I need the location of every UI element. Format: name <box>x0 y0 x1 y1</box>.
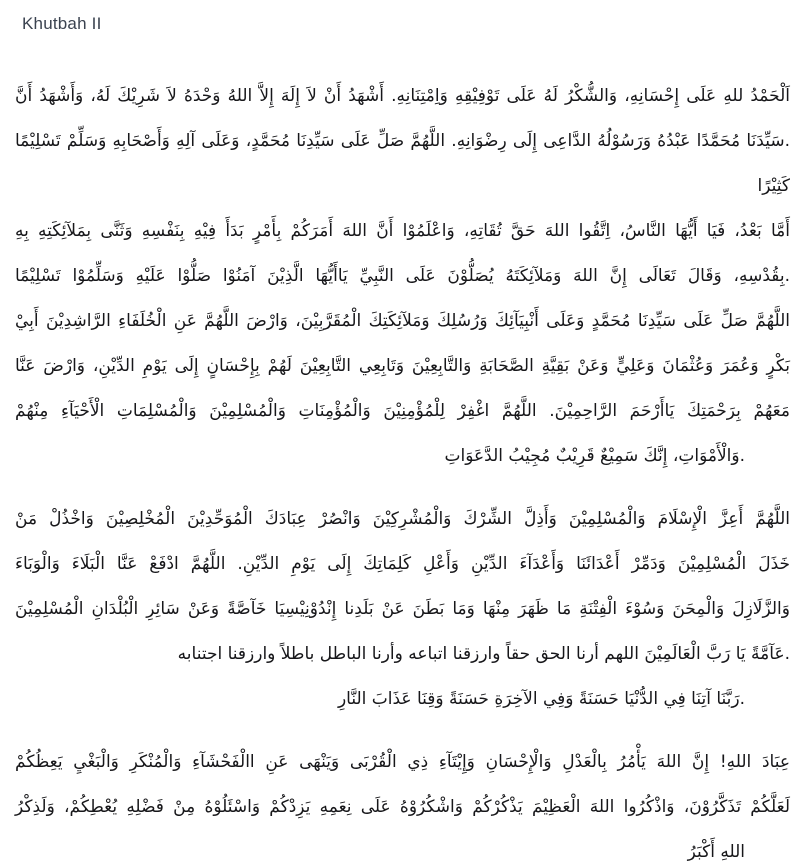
arabic-line: اللهِ أَكْبَرُ <box>687 842 745 862</box>
arabic-line: اَلْحَمْدُ للهِ عَلَى إِحْسَانِهِ، وَالشُّكْرُ لَهُ عَلَى تَوْفِيْقِهِ وَاِمْتِنَانِهِ. أَشْهَدُ أَنْ لاَ إِلَهَ إِلاَّ اللهُ وَحْدَهُ لاَ شَرِيْكَ لَهُ، وَأَشْهَدُ أَنَّ <box>15 86 790 106</box>
arabic-line: .بِقُدْسِهِ، وَقَالَ تَعَالَى إِنَّ اللهَ وَمَلآئِكَتَهُ يُصَلُّوْنَ عَلَى النَّبِيِّ يَاأَيُّهَا الَّذِيْنَ آمَنُوْا صَلُّوْا عَلَيْهِ وَسَلِّمُوْا تَسْلِيْمًا <box>15 266 790 286</box>
arabic-line: اللَّهُمَّ صَلِّ عَلَى سَيِّدِنَا مُحَمَّدٍ وَعَلَى أَنْبِيَآئِكَ وَرُسُلِكَ وَمَلآئِكَتِكَ الْمُقَرَّبِيْنَ، وَارْضَ اللَّهُمَّ عَنِ الْخُلَفَاءِ الرَّاشِدِيْنَ أَبِيْ <box>15 311 790 331</box>
arabic-line: خَذَلَ الْمُسْلِمِيْنَ وَدَمِّرْ أَعْدَائَنَا وَأَعْدَآءَ الدِّيْنِ وَأَعْلِ كَلِمَاتِكَ إِلَى يَوْمِ الدِّيْنِ. اللَّهُمَّ ادْفَعْ عَنَّا الْبَلَاءَ وَالْوَبَاءَ <box>15 554 790 574</box>
khutbah-text-body <box>15 74 790 864</box>
page-title: Khutbah II <box>22 14 102 33</box>
paragraph-closing <box>15 740 790 864</box>
arabic-line: أَمَّا بَعْدُ، فَيَا أَيُّهَا النَّاسُ، اِتَّقُوا اللهَ حَقَّ تُقَاتِهِ، وَاعْلَمُوْا أَنَّ اللهَ أَمَرَكُمْ بِأَمْرٍ بَدَأَ فِيْهِ بِنَفْسِهِ وَثَنَّى بِمَلآئِكَتِهِ بِهِ <box>15 221 790 241</box>
arabic-line: .سَيِّدَنَا مُحَمَّدًا عَبْدُهُ وَرَسُوْلُهُ الدَّاعِى إِلَى رِضْوَانِهِ. اللَّهُمَّ صَلِّ عَلَى سَيِّدِنَا مُحَمَّدٍ، وَعَلَى آلِهِ وَأَصْحَابِهِ وَسَلِّمْ تَسْلِيْمًا كَثِيْرًا <box>15 131 790 196</box>
arabic-line: اللَّهُمَّ أَعِزَّ الْإِسْلَامَ وَالْمُسْلِمِيْنَ وَأَذِلَّ الشِّرْكَ وَالْمُشْرِكِيْنَ وَانْصُرْ عِبَادَكَ الْمُوَحِّدِيْنَ الْمُخْلِصِيْنَ وَاخْذُلْ مَنْ <box>15 509 790 529</box>
arabic-line: .وَالْأَمْوَاتِ، إِنَّكَ سَمِيْعٌ قَرِيْبٌ مُجِيْبُ الدَّعَوَاتِ <box>444 446 745 466</box>
arabic-line: عِبَادَ اللهِ! إِنَّ اللهَ يَأْمُرُ بِالْعَدْلِ وَالْإِحْسَانِ وَإِيْتَآءِ ذِي الْقُرْبَى وَيَنْهَى عَنِ االْفَحْشَآءِ وَالْمُنْكَرِ وَالْبَغْيِ يَعِظُكُمْ <box>15 752 790 772</box>
arabic-line: .رَبَّنَا آتِنَا فِي الدُّنْيَا حَسَنَةً وَفِي الآخِرَةِ حَسَنَةً وَقِنَا عَذَابَ النَّارِ <box>337 689 745 709</box>
arabic-line: لَعَلَّكُمْ تَذَكَّرُوْنَ، وَاذْكُرُوا اللهَ الْعَظِيْمَ يَذْكُرْكُمْ وَاشْكُرُوْهُ عَلَى نِعَمِهِ يَزِدْكُمْ وَاسْئَلُوْهُ مِنْ فَضْلِهِ يُعْطِكُمْ، وَلَذِكْرُ <box>15 797 790 817</box>
arabic-line: .عَآمَّةً يَا رَبَّ الْعَالَمِيْنَ اللهم أرنا الحق حقاً وارزقنا اتباعه وأرنا الباطل باطلاً وارزقنا اجتنابه <box>177 644 790 664</box>
arabic-line: بَكْرٍ وَعُمَرَ وَعُثْمَانَ وَعَلِيٍّ وَعَنْ بَقِيَّةِ الصَّحَابَةِ وَالتَّابِعِيْنَ وَتَابِعِي التَّابِعِيْنَ لَهُمْ بِإِحْسَانٍ إِلَى يَوْمِ الدِّيْنِ، وَارْضَ عَنَّا <box>15 356 790 376</box>
arabic-line: وَالزَّلَازِلَ وَالْمِحَنَ وَسُوْءَ الْفِتْنَةِ مَا ظَهَرَ مِنْهَا وَمَا بَطَنَ عَنْ بَلَدِنا إِنْدُوْنِيْسِيَا خَآصَّةً وَعَنْ سَائِرِ الْبُلْدَانِ الْمُسْلِمِيْنَ <box>15 599 790 619</box>
paragraph-opening-praise <box>15 74 790 479</box>
paragraph-supplication <box>15 497 790 722</box>
arabic-line: مَعَهُمْ بِرَحْمَتِكَ يَاأَرْحَمَ الرَّاحِمِيْنَ. اللَّهُمَّ اغْفِرْ لِلْمُؤْمِنِيْنَ وَالْمُؤْمِنَاتِ وَالْمُسْلِمِيْنَ وَالْمُسْلِمَاتِ الْأَحْيَآءِ مِنْهُمْ <box>15 401 790 421</box>
